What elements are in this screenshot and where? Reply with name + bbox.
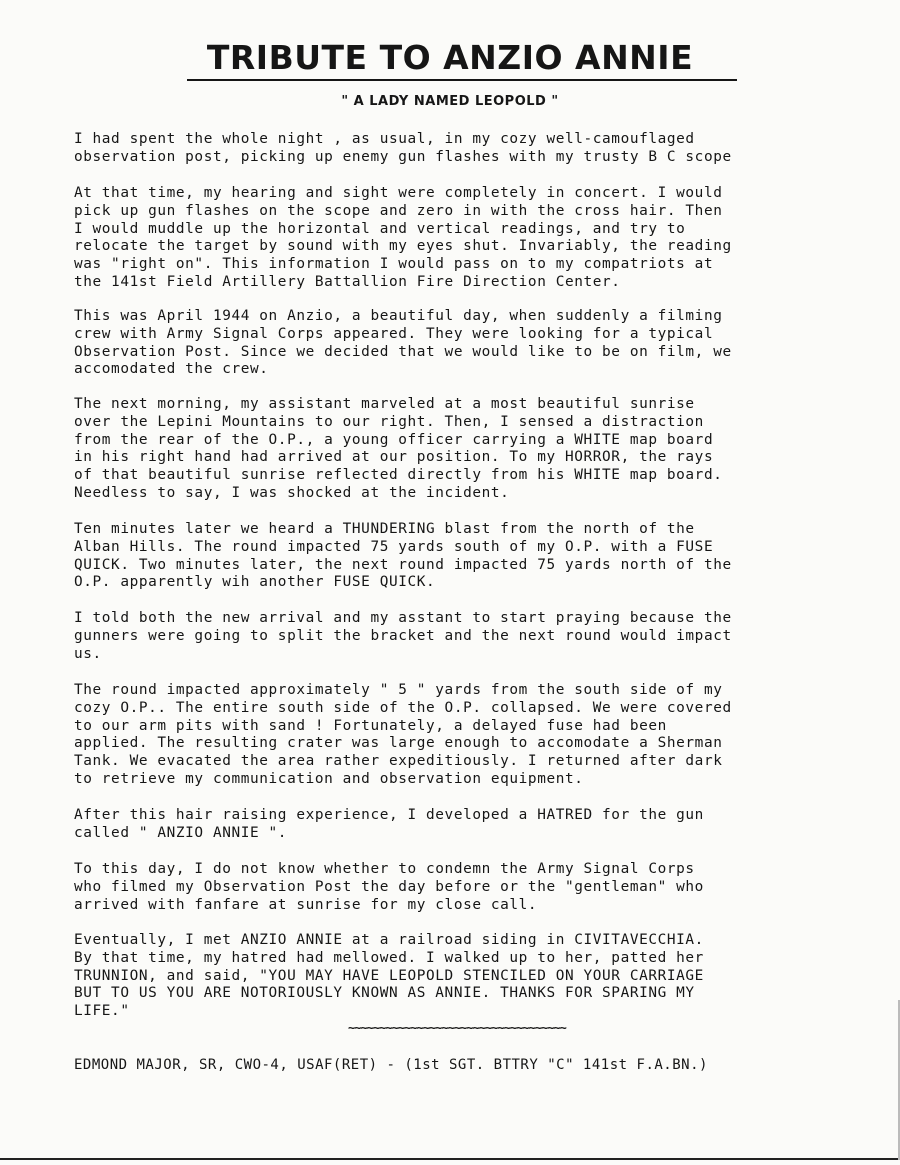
page-title: TRIBUTE TO ANZIO ANNIE — [206, 38, 694, 77]
page-subtitle: " A LADY NAMED LEOPOLD " — [341, 94, 559, 109]
paragraph-1: I had spent the whole night , as usual, in my cozy well-camouflaged observation post, picking up enemy gun flashes with my trusty B C scope — [74, 131, 732, 165]
title-underline — [187, 79, 737, 81]
paragraph-8: After this hair raising experience, I developed a HATRED for the gun called " ANZIO ANNIE ". — [74, 807, 704, 841]
paragraph-4: The next morning, my assistant marveled at a most beautiful sunrise over the Lepini Mountains to our right. Then, I sensed a distraction from the rear of the O.P., a young officer carrying a WHITE map board in his right hand had arrived at our position. To my HORROR, the rays of that beautiful sunrise reflected directly from his WHITE map board. Needless to say, I was shocked at the incident. — [74, 396, 723, 501]
paragraph-3: This was April 1944 on Anzio, a beautiful day, when suddenly a filming crew with Army Signal Corps appeared. They were looking for a typical Observation Post. Since we decided that we would like to be on film, we accomodated the crew. — [74, 308, 732, 378]
paragraph-9: To this day, I do not know whether to condemn the Army Signal Corps who filmed my Observation Post the day before or the "gentleman" who arrived with fanfare at sunrise for my close call. — [74, 861, 704, 913]
paragraph-7: The round impacted approximately " 5 " yards from the south side of my cozy O.P.. The entire south side of the O.P. collapsed. We were covered to our arm pits with sand ! Fortunately, a delayed fuse had been applied. The resulting crater was large enough to accomodate a Sherman Tank. We evacated the area rather expeditiously. I returned after dark to retrieve my communication and observation equipment. — [74, 682, 732, 787]
paragraph-10: Eventually, I met ANZIO ANNIE at a railroad siding in CIVITAVECCHIA. By that time, my hatred had mellowed. I walked up to her, patted her TRUNNION, and said, "YOU MAY HAVE LEOPOLD STENCILED ON YOUR CARRIAGE BUT TO US YOU ARE NOTORIOUSLY KNOWN AS ANNIE. THANKS FOR SPARING MY LIFE." — [74, 932, 704, 1020]
paragraph-5: Ten minutes later we heard a THUNDERING blast from the north of the Alban Hills. The round impacted 75 yards south of my O.P. with a FUSE QUICK. Two minutes later, the next round impacted 75 yards north of the O.P. apparently wih another FUSE QUICK. — [74, 521, 732, 591]
separator: ~~~~~~~~~~~~~~~~~~~~~~~~~~~~~~~~~~~ — [348, 1021, 566, 1035]
paragraph-2: At that time, my hearing and sight were completely in concert. I would pick up gun flashes on the scope and zero in with the cross hair. Then I would muddle up the horizontal and vertical readings, and try to relocate the target by sound with my eyes shut. Invariably, the reading was "right on". This information I would pass on to my compatriots at the 141st Field Artillery Battallion Fire Direction Center. — [74, 185, 732, 290]
page-bottom-edge — [0, 1158, 900, 1160]
paragraph-6: I told both the new arrival and my asstant to start praying because the gunners were going to split the bracket and the next round would impact us. — [74, 610, 732, 662]
signature: EDMOND MAJOR, SR, CWO-4, USAF(RET) - (1st SGT. BTTRY "C" 141st F.A.BN.) — [74, 1057, 708, 1073]
